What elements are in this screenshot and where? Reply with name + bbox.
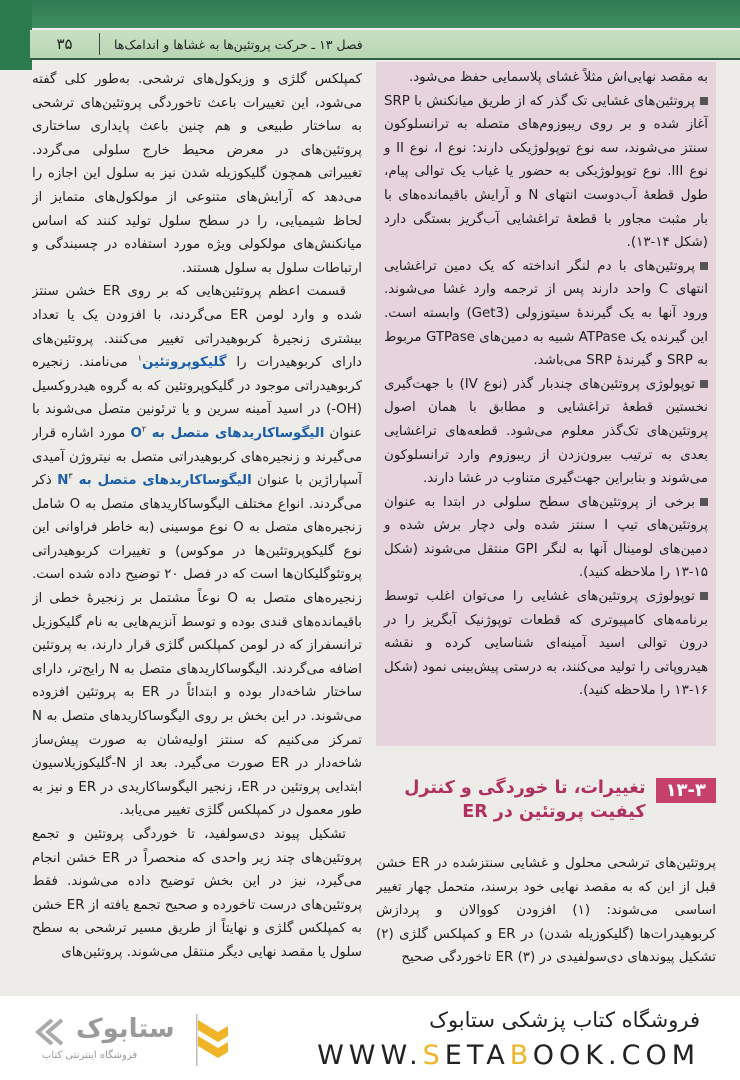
url-part: ETA xyxy=(444,1040,510,1071)
box-item-text: توپولوژی پروتئین‌های غشایی را می‌توان اغلب توسط برنامه‌های کامپیوتری که قطعات توپوژنیک آبگریز را در درون توالی اسید آمینه‌ای شناسایی کرده و نقشه هیدروپاتی را تولید می‌کنند، به درستی پیش‌بینی نمود (شکل ۱۶-۱۳ را ملاحظه کنید). xyxy=(384,589,708,699)
footnote-ref: ۳ xyxy=(68,471,73,481)
key-term: گلیکوپروتئین xyxy=(141,355,227,371)
paragraph: پروتئین‌های ترشحی محلول و غشایی سنتزشده در ER خشن قبل از این که به مقصد نهایی خود برسند، متحمل چهار تغییر اساسی می‌شوند: (۱) افزودن کووالان و پردازش کربوهیدرات‌ها (گلیکوزیله شدن) در ER و کمپلکس گلژی (۲) تشکیل پیوندهای دی‌سولفیدی در ER (۳) تاخوردگی صحیح xyxy=(376,856,716,966)
paragraph: تشکیل پیوند دی‌سولفید، تا خوردگی پروتئین و تجمع پروتئین‌های چند زیر واحدی که منحصراً در ER خشن انجام می‌گیرد، نیز در این بخش توضیح داده می‌شوند. فقط پروتئین‌های درست تاخورده و صحیح تجمع یافته از ER خشن به کمپلکس گلژی و نهایتاً از طریق مسیر ترشحی به سطح سلول یا مقصد نهایی دیگر منتقل می‌شوند. پروتئین‌های xyxy=(32,827,362,960)
setabook-logo xyxy=(28,1010,228,1070)
box-item xyxy=(384,255,708,373)
section-title: تغییرات، تا خوردگی و کنترل کیفیت پروتئین در ER xyxy=(404,778,646,822)
paragraph xyxy=(32,280,362,823)
logo-wordmark: ستابوک xyxy=(76,1014,175,1044)
box-item-text: پروتئین‌های غشایی تک گذر که از طریق میانکنش با SRP آغاز شده و بر روی ریبوزوم‌های متصله به ترانسلوکون سنتز می‌شوند، سه نوع توپولوژیکی دارند: نوع I، نوع II و نوع III. نوع توپولوژیکی به حضور یا غیاب یک توالی پیام، طول قطعهٔ آب‌دوست انتهای N و آرایش باقیمانده‌های با بار مثبت مجاور با قطعهٔ تراغشایی آب‌گریز بستگی دارد (شکل ۱۴-۱۳). xyxy=(384,93,708,251)
key-term: الیگوساکاریدهای متصل به O xyxy=(130,425,325,441)
url-part: OOK.COM xyxy=(532,1040,700,1071)
store-name: فروشگاه کتاب پزشکی ستابوک xyxy=(429,1008,700,1032)
chapter-title: فصل ۱۳ ـ حرکت پروتئین‌ها به غشاها و اندامک‌ها xyxy=(114,36,363,52)
footnote-ref: ۲ xyxy=(141,424,147,434)
footnote-ref: ۱ xyxy=(137,353,142,363)
top-color-band xyxy=(0,0,740,28)
watermark-footer xyxy=(0,996,740,1080)
box-intro: به مقصد نهایی‌اش مثلاً غشای پلاسمایی حفظ می‌شود. xyxy=(408,70,708,85)
summary-box xyxy=(376,62,716,746)
box-item-text: پروتئین‌های با دم لنگر انداخته که یک دمین تراغشایی انتهای C واحد دارند پس از ترجمه وارد غشا می‌شوند. ورود آنها به یک گیرندهٔ سیتوزولی (Get3) وابسته است. این گیرنده یک ATPase شبیه به دمین‌های GTPase مربوط به SRP و گیرندهٔ SRP می‌باشد. xyxy=(384,258,708,369)
text-run: ذکر می‌گردند. انواع مختلف الیگوساکاریدهای متصل به O شامل زنجیره‌های متصل به O نوع موسینی (به خاطر فراوانی این نوع گلیکوپروتئین‌ها در موکوس) و تغییرات کربوهیدراتی پروتئوگلیکان‌ها است که در فصل ۲۰ توضیح داده شده است. زنجیره‌های متصل به O نوعاً مشتمل بر زنجیرهٔ خطی از باقیمانده‌های قندی بوده و توسط آنزیم‌هایی به نام گلیکوزیل ترانسفراز که در لومن کمپلکس گلژی قرار دارند، به پروتئین اضافه می‌گردند. الیگوساکاریدهای متصل به N رایج‌تر، دارای ساختار شاخه‌دار بوده و ابتدائاً در ER به پروتئین افزوده می‌شوند. در این بخش بر روی الیگوساکاریدهای متصل به N تمرکز می‌کنیم که سنتز اولیه‌شان به صورت پیش‌ساز شاخه‌دار در ER صورت می‌گیرد. بعد از N-گلیکوزیلاسیون ابتدایی پروتئین در ER، زنجیر الیگوساکاریدی در ER و نیز به طور معمول در کمپلکس گلژی تغییر می‌یابد. xyxy=(32,473,362,819)
box-item xyxy=(384,491,708,585)
box-item xyxy=(384,585,708,703)
box-item-text: توپولوژی پروتئین‌های چندبار گذر (نوع IV) با جهت‌گیری نخستین قطعهٔ تراغشایی و مطابق با همان اصول پروتئین‌های تک‌گذر معلوم می‌شود. قطعه‌های تراغشایی بعدی به ترتیب بیرون‌زدن از ریبوزوم وارد ترانسلوکون می‌شوند و بنابراین جهت‌گیری متناوب در غشا دارند. xyxy=(384,376,708,487)
url-part: WWW. xyxy=(317,1040,423,1071)
text-run: می‌نامند. زنجیره کربوهیدراتی موجود در گلیکوپروتئین که به گروه هیدروکسیل (OH-) در اسید آمینه سرین و یا ترئونین متصل می‌شوند با عنوان xyxy=(32,355,362,441)
text-run: قسمت اعظم پروتئین‌هایی که بر روی ER خشن سنتز شده و وارد لومن ER می‌گردند، با افزودن یک یا تعداد بیشتری زنجیرهٔ کربوهیدراتی تغییر می‌کنند. پروتئین‌های دارای کربوهیدرات را xyxy=(32,284,362,371)
logo-subtitle: فروشگاه اینترنتی کتاب xyxy=(42,1050,138,1061)
square-bullet-icon xyxy=(700,498,708,506)
store-url xyxy=(317,1040,700,1071)
paragraph: کمپلکس گلژی و وزیکول‌های ترشحی. به‌طور کلی گفته می‌شود، این تغییرات باعث تاخوردگی پروتئین‌های ترشحی به ساختار طبیعی و هم چنین باعث پایداری ساختاری پروتئین‌های در معرض محیط خارج سلولی می‌گردد. تغییراتی همچون گلیکوزیله شدن نیز به سلول این اجازه را می‌دهد که آرایش‌های متنوعی از مولکول‌های متمایز از لحاظ شیمیایی، را در سطح سلول تولید کنند که اساس میانکنش‌های مولکولی ویژه مورد استفاده در چسبندگی و ارتباطات سلول به سلول هستند. xyxy=(32,72,362,276)
page-edge-tab xyxy=(0,0,32,70)
square-bullet-icon xyxy=(700,592,708,600)
square-bullet-icon xyxy=(700,262,708,270)
box-item xyxy=(384,373,708,491)
section-heading xyxy=(376,776,716,824)
url-part: B xyxy=(509,1040,533,1071)
text-run: مورد اشاره قرار می‌گیرند و زنجیره‌های کربوهیدراتی متصل به نیتروژن آمیدی آسپاراژین با عنوان xyxy=(32,425,362,489)
box-item-text: برخی از پروتئین‌های سطح سلولی در ابتدا به عنوان پروتئین‌های تیپ I سنتز شده ولی دچار برش شده و دمین‌های لومینال آنها به لنگر GPI منتقل می‌شوند (شکل ۱۵-۱۳ را ملاحظه کنید). xyxy=(384,494,709,581)
url-part: S xyxy=(422,1040,445,1071)
running-header xyxy=(30,30,740,60)
key-term: الیگوساکاریدهای متصل به N xyxy=(57,473,252,489)
section-body xyxy=(376,852,716,996)
box-item xyxy=(384,90,708,255)
square-bullet-icon xyxy=(700,97,708,105)
square-bullet-icon xyxy=(700,380,708,388)
left-column xyxy=(32,68,362,996)
section-number: ۱۳-۳ xyxy=(656,778,716,803)
page-number: ۳۵ xyxy=(30,33,100,55)
